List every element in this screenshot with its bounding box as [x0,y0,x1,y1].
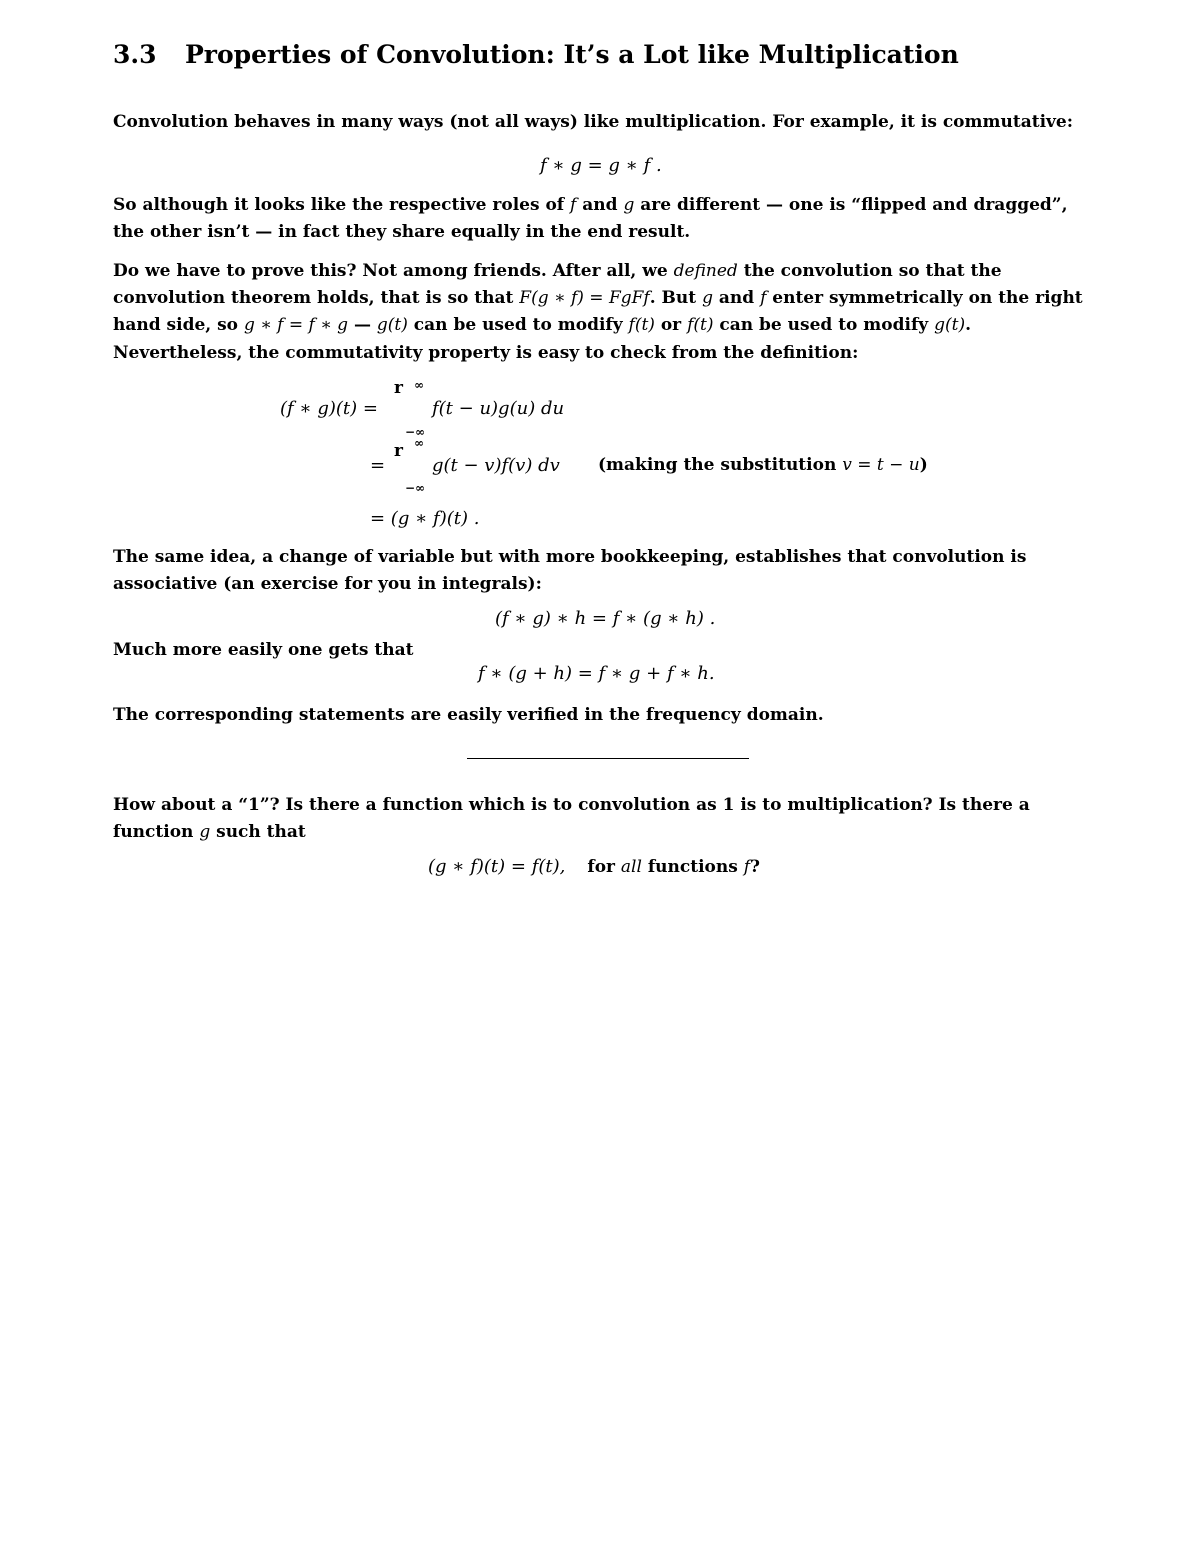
integral-lower-1: −∞ [405,425,426,439]
integral-upper-2: ∞ [414,436,424,450]
integral-equals-2: = [370,455,386,476]
paragraph-nevertheless: Nevertheless, the commutativity property is easy to check from the definition: [113,343,859,363]
section-title: Properties of Convolution: It’s a Lot like Multiplication [185,40,959,69]
paragraph-identity: How about a “1”? Is there a function which is to convolution as 1 is to multiplication? Is there a function g such that [113,795,1030,842]
equation-associative: (f ∗ g) ∗ h = f ∗ (g ∗ h) . [495,608,716,629]
integral-lhs: (f ∗ g)(t) = [280,398,378,419]
integral-sign-2: r [394,441,403,461]
section-number: 3.3 [113,40,157,69]
section-heading [113,40,959,69]
integral-line-3: = (g ∗ f)(t) . [370,508,480,529]
integral-line-2: g(t − v)f(v) dv [432,455,560,476]
equation-commutative: f ∗ g = g ∗ f . [540,155,662,176]
integral-upper-1: ∞ [414,378,424,392]
integral-lower-2: −∞ [405,481,426,495]
paragraph-proof: Do we have to prove this? Not among friends. After all, we defined the convolution so that the convolution theorem holds, that is so that F(g ∗ f) = FgFf. But g and f enter symmetrically on the right hand side, so g ∗ f = f ∗ g — g(t) can be used to modify f(t) or f(t) can be used to modify g(t). [113,261,1083,335]
paragraph-frequency: The corresponding statements are easily verified in the frequency domain. [113,705,824,725]
integral-line-1: f(t − u)g(u) du [432,398,565,419]
paragraph-roles: So although it looks like the respective roles of f and g are different — one is “flipped and dragged”, the other isn’t — in fact they share equally in the end result. [113,195,1068,242]
integral-sign-1: r [394,378,403,398]
substitution-note: (making the substitution v = t − u) [598,455,928,475]
paragraph-intro: Convolution behaves in many ways (not all ways) like multiplication. For example, it is commutative: [113,112,1074,132]
equation-identity: (g ∗ f)(t) = f(t), for all functions f? [428,856,760,877]
paragraph-associative: The same idea, a change of variable but with more bookkeeping, establishes that convolution is associative (an exercise for you in integrals): [113,547,1027,594]
horizontal-rule [467,758,749,759]
equation-distributive: f ∗ (g + h) = f ∗ g + f ∗ h. [478,663,715,684]
paragraph-distributive: Much more easily one gets that [113,640,414,660]
